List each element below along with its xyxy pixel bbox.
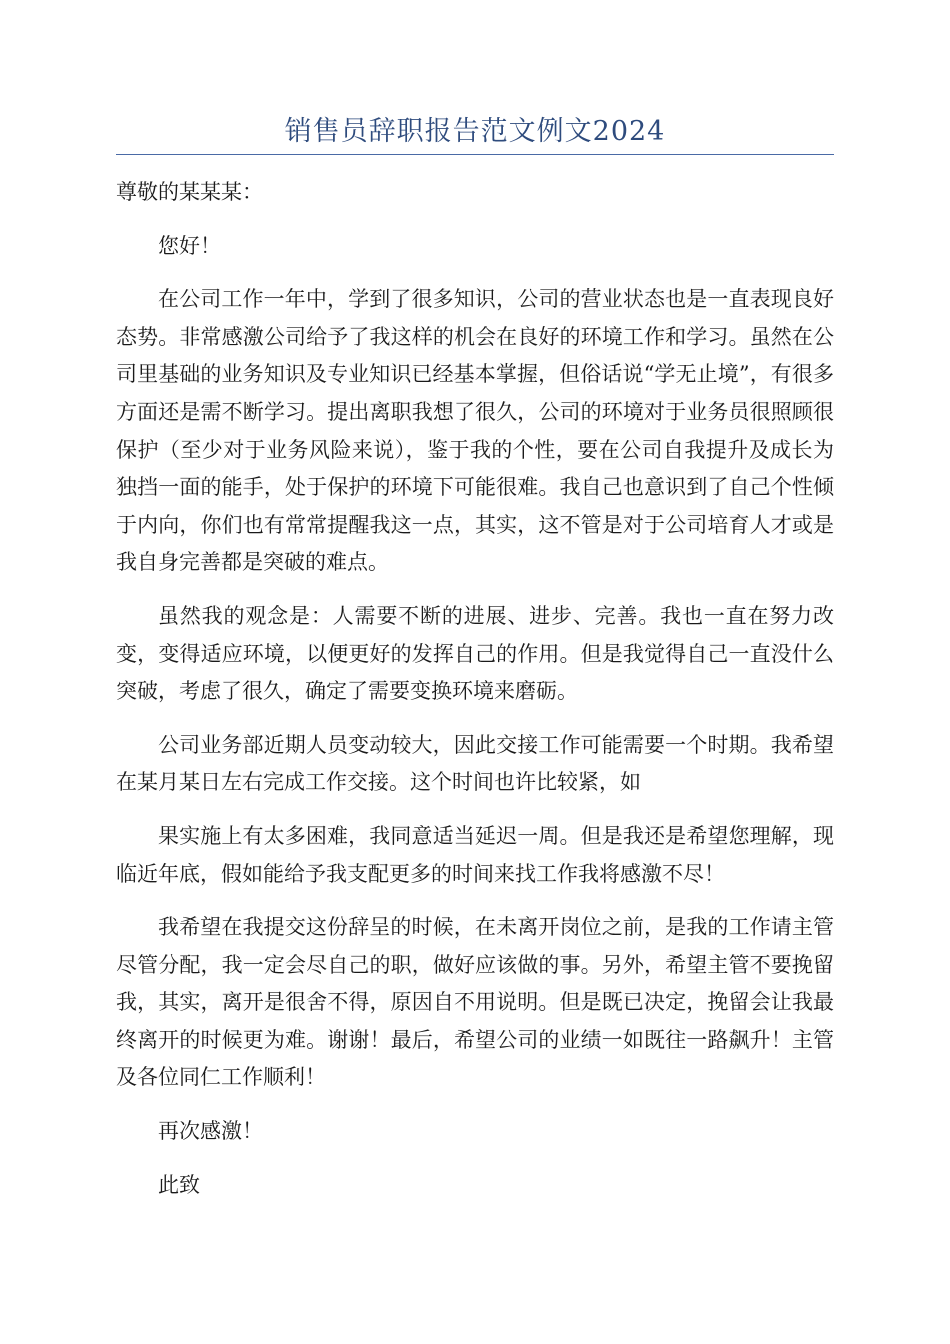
paragraph-3: 公司业务部近期人员变动较大，因此交接工作可能需要一个时期。我希望在某月某日左右完成工作交接。这个时间也许比较紧，如 — [116, 732, 834, 795]
paragraph-thanks: 再次感激！ — [158, 1119, 263, 1144]
document-body — [116, 174, 834, 1220]
title-underline — [116, 154, 834, 155]
paragraph-1: 在公司工作一年中，学到了很多知识，公司的营业状态也是一直表现良好态势。非常感激公司给予了我这样的机会在良好的环境工作和学习。虽然在公司里基础的业务知识及专业知识已经基本掌握，但俗话说“学无止境”，有很多方面还是需不断学习。提出离职我想了很久，公司的环境对于业务员很照顾很保护（至少对于业务风险来说），鉴于我的个性，要在公司自我提升及成长为独挡一面的能手，处于保护的环境下可能很难。我自己也意识到了自己个性倾于内向，你们也有常常提醒我这一点，其实，这不管是对于公司培育人才或是我自身完善都是突破的难点。 — [116, 287, 834, 575]
paragraph-5: 我希望在我提交这份辞呈的时候，在未离开岗位之前，是我的工作请主管尽管分配，我一定会尽自己的职，做好应该做的事。另外，希望主管不要挽留我，其实，离开是很舍不得，原因自不用说明。但是既已决定，挽留会让我最终离开的时候更为难。谢谢！最后，希望公司的业绩一如既往一路飙升！主管及各位同仁工作顺利！ — [116, 915, 834, 1090]
paragraph-closing: 此致 — [158, 1172, 200, 1197]
paragraph-greeting: 您好！ — [158, 233, 221, 258]
salutation: 尊敬的某某某： — [116, 180, 263, 204]
document-title: 销售员辞职报告范文例文2024 — [284, 116, 666, 147]
paragraph-2: 虽然我的观念是：人需要不断的进展、进步、完善。我也一直在努力改变，变得适应环境，以便更好的发挥自己的作用。但是我觉得自己一直没什么突破，考虑了很久，确定了需要变换环境来磨砺。 — [116, 603, 834, 704]
paragraph-4: 果实施上有太多困难，我同意适当延迟一周。但是我还是希望您理解，现临近年底，假如能给予我支配更多的时间来找工作我将感激不尽！ — [116, 823, 834, 886]
